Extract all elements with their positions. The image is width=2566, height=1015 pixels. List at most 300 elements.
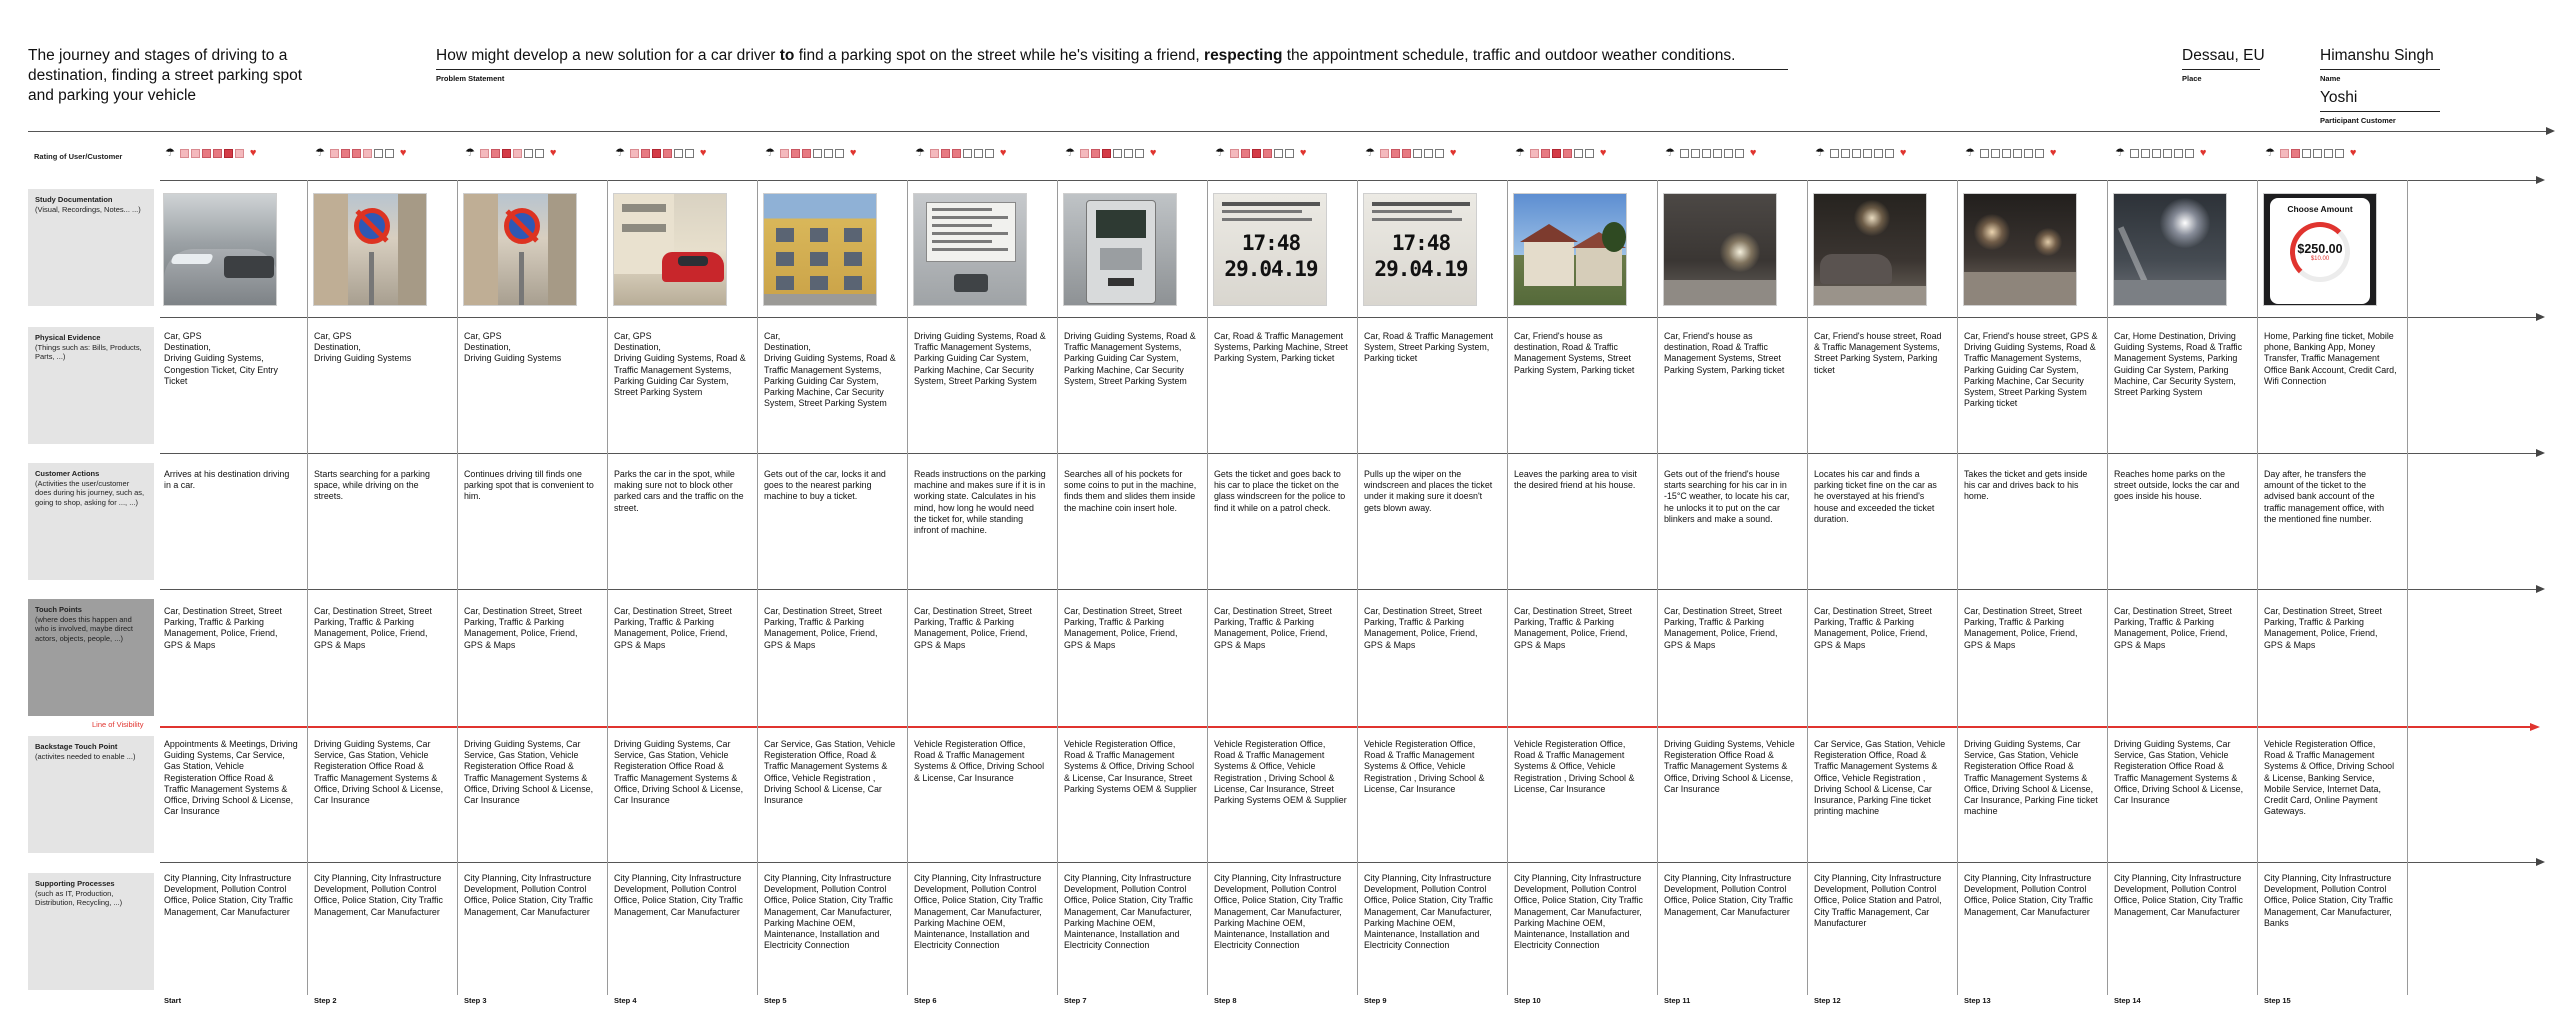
- arrow-right-icon: [2536, 176, 2545, 184]
- rating-step-12: [1815, 147, 1906, 159]
- step-label-4: Step 4: [614, 996, 637, 1005]
- rating-box-6[interactable]: [2185, 149, 2194, 158]
- rating-step-6: [915, 147, 1006, 159]
- rating-box-1[interactable]: [1680, 149, 1689, 158]
- rating-box-6[interactable]: [1885, 149, 1894, 158]
- step-label-2: Step 2: [314, 996, 337, 1005]
- rating-box-6[interactable]: [985, 149, 994, 158]
- window: [776, 276, 794, 290]
- ticket-header: [1372, 210, 1452, 213]
- window-row: [622, 224, 666, 232]
- rating-box-1[interactable]: [330, 149, 339, 158]
- rating-box-2[interactable]: [1391, 149, 1400, 158]
- touch-point-step-3: Car, Destination Street, Street Parking, Traffic & Parking Management, Police, Friend, GPS & Maps: [464, 606, 582, 650]
- rating-box-1[interactable]: [630, 149, 639, 158]
- rating-box-5[interactable]: [824, 149, 833, 158]
- rating-box-1[interactable]: [1830, 149, 1839, 158]
- rating-box-4[interactable]: [663, 149, 672, 158]
- customer-caption: Participant Customer: [2320, 116, 2396, 125]
- supporting-process-step-5: City Planning, City Infrastructure Development, Pollution Control Office, Police Station, City Traffic Management, Car Manufacturer, Parking Machine OEM, Maintenance, Installation and Electricity Connection: [764, 873, 893, 951]
- coin-slot: [954, 274, 988, 292]
- physical-evidence-step-14: Car, Home Destination, Driving Guiding Systems, Road & Traffic Management Systems, Parking Guiding Car System, Parking Machine, Car Security System, Street Parking System: [2114, 331, 2243, 398]
- heart-icon: ♥: [2049, 147, 2057, 159]
- documentation-photo-step-7: [1063, 193, 1177, 306]
- rating-box-3[interactable]: [1552, 149, 1561, 158]
- window: [776, 228, 794, 242]
- rating-box-2[interactable]: [1841, 149, 1850, 158]
- physical-evidence-step-12: Car, Friend's house street, Road & Traffic Management Systems, Street Parking System, Parking ticket: [1814, 331, 1942, 375]
- touch-point-step-5: Car, Destination Street, Street Parking, Traffic & Parking Management, Police, Friend, GPS & Maps: [764, 606, 882, 650]
- place-caption: Place: [2182, 74, 2202, 83]
- rating-step-2: [315, 147, 406, 159]
- row-label-supporting: Supporting Processes (such as IT, Production, Distribution, Recycling, ...): [28, 873, 154, 990]
- rating-box-3[interactable]: [352, 149, 361, 158]
- step-column-divider: [1057, 180, 1058, 995]
- cloud-rain-icon: ☂: [1965, 147, 1975, 159]
- snow-ground: [1814, 286, 1927, 306]
- physical-evidence-step-11: Car, Friend's house as destination, Road & Traffic Management Systems, Street Parking System, Parking ticket: [1664, 331, 1785, 375]
- ticket-time: [1374, 230, 1468, 300]
- ticket-date-value: 29.04.19: [1374, 257, 1468, 281]
- heart-icon: ♥: [699, 147, 707, 159]
- rating-box-5[interactable]: [2324, 149, 2333, 158]
- rating-box-5[interactable]: [1274, 149, 1283, 158]
- physical-evidence-step-15: Home, Parking fine ticket, Mobile phone, Banking App, Money Transfer, Traffic Management Office Bank Account, Credit Card, Wifi Connection: [2264, 331, 2397, 386]
- step-column-divider: [307, 180, 308, 995]
- house: [1524, 240, 1574, 286]
- physical-evidence-step-13: Car, Friend's house street, GPS & Driving Guiding Systems, Road & Traffic Management Systems, Parking Guiding Car System, Parking Machine, Car Security System, Street Parking System Parking ticket: [1964, 331, 2098, 409]
- rating-box-2[interactable]: [2141, 149, 2150, 158]
- rating-box-1[interactable]: [1080, 149, 1089, 158]
- touch-point-step-7: Car, Destination Street, Street Parking, Traffic & Parking Management, Police, Friend, GPS & Maps: [1064, 606, 1182, 650]
- sign-pole: [369, 252, 374, 306]
- rating-box-2[interactable]: [1091, 149, 1100, 158]
- rating-box-6[interactable]: [1435, 149, 1444, 158]
- documentation-photo-step-15: [2263, 193, 2377, 306]
- rating-box-4[interactable]: [1563, 149, 1572, 158]
- heart-icon: ♥: [549, 147, 557, 159]
- physical-evidence-step-5: Car, Destination, Driving Guiding Systems, Road & Traffic Management Systems, Parking Guiding Car System, Parking Machine, Car Security System, Street Parking System: [764, 331, 896, 409]
- rating-box-5[interactable]: [1874, 149, 1883, 158]
- ticket-date-value: 29.04.19: [1224, 257, 1318, 281]
- name-field: [2320, 46, 2440, 83]
- documentation-photo-step-5: [763, 193, 877, 306]
- rating-box-2[interactable]: [791, 149, 800, 158]
- rating-step-10: [1515, 147, 1606, 159]
- window: [810, 276, 828, 290]
- street-light-glow: [1974, 214, 2010, 250]
- step-label-11: Step 11: [1664, 996, 1691, 1005]
- physical-divider: [160, 453, 2536, 454]
- rating-box-2[interactable]: [2291, 149, 2300, 158]
- touch-point-step-8: Car, Destination Street, Street Parking, Traffic & Parking Management, Police, Friend, GPS & Maps: [1214, 606, 1332, 650]
- heart-icon: ♥: [849, 147, 857, 159]
- rating-box-3[interactable]: [802, 149, 811, 158]
- machine-screen: [1096, 210, 1146, 238]
- supporting-process-step-11: City Planning, City Infrastructure Development, Pollution Control Office, Police Station, City Traffic Management, Car Manufacturer: [1664, 873, 1793, 917]
- cloud-rain-icon: ☂: [1215, 147, 1225, 159]
- rating-box-6[interactable]: [2335, 149, 2344, 158]
- supporting-process-step-1: City Planning, City Infrastructure Development, Pollution Control Office, Police Station, City Traffic Management, Car Manufacturer: [164, 873, 293, 917]
- payment-app-screen: [2270, 198, 2370, 304]
- rating-box-2[interactable]: [1541, 149, 1550, 158]
- rating-box-6[interactable]: [385, 149, 394, 158]
- step-column-divider: [457, 180, 458, 995]
- rating-step-3: [465, 147, 556, 159]
- documentation-photo-step-3: [463, 193, 577, 306]
- row-label-physical: Physical Evidence (Things such as: Bills, Products, Parts, ...): [28, 327, 154, 444]
- tree: [1602, 222, 1626, 252]
- cloud-rain-icon: ☂: [1815, 147, 1825, 159]
- documentation-photo-step-10: [1513, 193, 1627, 306]
- customer-action-step-5: Gets out of the car, locks it and goes to the nearest parking machine to buy a ticket.: [764, 469, 886, 502]
- rating-step-15: [2265, 147, 2356, 159]
- physical-evidence-step-4: Car, GPS Destination, Driving Guiding Systems, Road & Traffic Management Systems, Parking Guiding Car System, Street Parking System: [614, 331, 746, 398]
- rating-box-1[interactable]: [930, 149, 939, 158]
- customer-action-step-3: Continues driving till finds one parking spot that is convenient to him.: [464, 469, 594, 502]
- backstage-touch-point-step-6: Vehicle Registeration Office, Road & Traffic Management Systems & Office, Driving School & License, Car Insurance: [914, 739, 1045, 783]
- heart-icon: ♥: [1749, 147, 1757, 159]
- physical-evidence-step-3: Car, GPS Destination, Driving Guiding Systems: [464, 331, 562, 364]
- rating-step-8: [1215, 147, 1306, 159]
- ticket-header: [1222, 210, 1302, 213]
- building-wall: [398, 194, 427, 306]
- arrow-right-icon: [2536, 449, 2545, 457]
- supporting-process-step-8: City Planning, City Infrastructure Development, Pollution Control Office, Police Station, City Traffic Management, Car Manufacturer, Parking Machine OEM, Maintenance, Installation and Electricity Connection: [1214, 873, 1343, 951]
- customer-action-step-10: Leaves the parking area to visit the desired friend at his house.: [1514, 469, 1637, 491]
- customer-action-step-13: Takes the ticket and gets inside his car and drives back to his home.: [1964, 469, 2088, 502]
- rating-box-5[interactable]: [1424, 149, 1433, 158]
- customer-action-step-15: Day after, he transfers the amount of the ticket to the advised bank account of the traffic management office, with the mentioned fine number.: [2264, 469, 2385, 524]
- actions-divider: [160, 589, 2536, 590]
- name-value: Himanshu Singh: [2320, 46, 2440, 70]
- place-value: Dessau, EU: [2182, 46, 2260, 70]
- rating-box-1[interactable]: [1230, 149, 1239, 158]
- machine-slot: [1108, 278, 1134, 286]
- supporting-process-step-3: City Planning, City Infrastructure Development, Pollution Control Office, Police Station, City Traffic Management, Car Manufacturer: [464, 873, 593, 917]
- building-wall: [314, 194, 348, 306]
- rating-box-6[interactable]: [835, 149, 844, 158]
- line-of-visibility: [160, 726, 2530, 728]
- cloud-rain-icon: ☂: [315, 147, 325, 159]
- instruction-line: [932, 240, 992, 243]
- documentation-photo-step-6: [913, 193, 1027, 306]
- rating-box-4[interactable]: [1263, 149, 1272, 158]
- step-column-divider: [1507, 180, 1508, 995]
- rating-box-5[interactable]: [974, 149, 983, 158]
- place-field: [2182, 46, 2265, 83]
- house: [1576, 246, 1622, 286]
- rating-box-6[interactable]: [1585, 149, 1594, 158]
- rating-box-3[interactable]: [502, 149, 511, 158]
- rating-box-3[interactable]: [202, 149, 211, 158]
- documentation-photo-step-2: [313, 193, 427, 306]
- step-column-divider: [1207, 180, 1208, 995]
- physical-evidence-step-7: Driving Guiding Systems, Road & Traffic Management Systems, Parking Guiding Car System, Parking Machine, Car Security System, Street Parking System: [1064, 331, 1196, 386]
- backstage-touch-point-step-10: Vehicle Registeration Office, Road & Traffic Management Systems & Office, Vehicle Registration , Driving School & License, Car Insurance: [1514, 739, 1635, 794]
- rating-box-1[interactable]: [780, 149, 789, 158]
- step-label-10: Step 10: [1514, 996, 1541, 1005]
- backstage-touch-point-step-1: Appointments & Meetings, Driving Guiding Systems, Car Service, Gas Station, Vehicle Registeration Office Road & Traffic Management Systems & Office, Driving School & License, Car Insurance: [164, 739, 298, 817]
- cloud-rain-icon: ☂: [765, 147, 775, 159]
- rating-box-5[interactable]: [674, 149, 683, 158]
- cloud-rain-icon: ☂: [915, 147, 925, 159]
- cloud-rain-icon: ☂: [2115, 147, 2125, 159]
- rating-box-5[interactable]: [374, 149, 383, 158]
- physical-evidence-step-1: Car, GPS Destination, Driving Guiding Systems, Congestion Ticket, City Entry Ticket: [164, 331, 278, 386]
- rating-box-4[interactable]: [213, 149, 222, 158]
- arrow-right-icon: [2536, 858, 2545, 866]
- rating-box-4[interactable]: [363, 149, 372, 158]
- rating-box-4[interactable]: [963, 149, 972, 158]
- rating-box-2[interactable]: [1691, 149, 1700, 158]
- documentation-photo-step-12: [1813, 193, 1927, 306]
- building-wall: [464, 194, 498, 306]
- touch-point-step-11: Car, Destination Street, Street Parking, Traffic & Parking Management, Police, Friend, GPS & Maps: [1664, 606, 1782, 650]
- heart-icon: ♥: [1599, 147, 1607, 159]
- rating-box-5[interactable]: [2174, 149, 2183, 158]
- supporting-process-step-4: City Planning, City Infrastructure Development, Pollution Control Office, Police Station, City Traffic Management, Car Manufacturer: [614, 873, 743, 917]
- rating-box-6[interactable]: [1735, 149, 1744, 158]
- touch-point-step-15: Car, Destination Street, Street Parking, Traffic & Parking Management, Police, Friend, GPS & Maps: [2264, 606, 2382, 650]
- customer-value: Yoshi: [2320, 88, 2440, 112]
- rating-box-6[interactable]: [1285, 149, 1294, 158]
- rating-box-6[interactable]: [1135, 149, 1144, 158]
- problem-statement: [436, 46, 1788, 83]
- step-label-12: Step 12: [1814, 996, 1841, 1005]
- rating-box-1[interactable]: [180, 149, 189, 158]
- supporting-process-step-2: City Planning, City Infrastructure Development, Pollution Control Office, Police Station, City Traffic Management, Car Manufacturer: [314, 873, 443, 917]
- rating-box-3[interactable]: [652, 149, 661, 158]
- step-column-divider: [2257, 180, 2258, 995]
- rating-box-3[interactable]: [1702, 149, 1711, 158]
- backstage-touch-point-step-2: Driving Guiding Systems, Car Service, Gas Station, Vehicle Registeration Office Road & Traffic Management Systems & Office, Driving School & License, Car Insurance: [314, 739, 444, 806]
- rating-box-2[interactable]: [491, 149, 500, 158]
- rating-step-11: [1665, 147, 1756, 159]
- step-column-divider: [607, 180, 608, 995]
- step-column-divider: [1807, 180, 1808, 995]
- rating-box-5[interactable]: [224, 149, 233, 158]
- cloud-rain-icon: ☂: [165, 147, 175, 159]
- sign-pole: [519, 252, 524, 306]
- rating-box-3[interactable]: [2302, 149, 2311, 158]
- customer-action-step-12: Locates his car and finds a parking ticket fine on the car as he overstayed at his friend's house and exceeded the ticket duration.: [1814, 469, 1937, 524]
- backstage-touch-point-step-15: Vehicle Registeration Office, Road & Traffic Management Systems & Office, Driving School & License, Banking Service, Mobile Service, Internet Data, Credit Card, Online Payment Gateways.: [2264, 739, 2395, 817]
- row-label-touch: Touch Points (where does this happen and who is involved, maybe direct actors, objects, people, ...): [28, 599, 154, 716]
- rating-box-5[interactable]: [524, 149, 533, 158]
- step-label-3: Step 3: [464, 996, 487, 1005]
- rating-box-4[interactable]: [1413, 149, 1422, 158]
- customer-action-step-6: Reads instructions on the parking machine and makes sure if it is in working state. Calculates in his mind, how long he would need the ticket for, while standing infront of machine.: [914, 469, 1046, 536]
- supporting-process-step-7: City Planning, City Infrastructure Development, Pollution Control Office, Police Station, City Traffic Management, Car Manufacturer, Parking Machine OEM, Maintenance, Installation and Electricity Connection: [1064, 873, 1193, 951]
- rating-box-2[interactable]: [941, 149, 950, 158]
- rating-box-3[interactable]: [1402, 149, 1411, 158]
- step-label-5: Step 5: [764, 996, 787, 1005]
- physical-evidence-step-9: Car, Road & Traffic Management System, Street Parking System, Parking ticket: [1364, 331, 1494, 364]
- problem-statement-text: How might develop a new solution for a car driver to find a parking spot on the street while he's visiting a friend, respecting the appointment schedule, traffic and outdoor weather conditions.: [436, 46, 1788, 70]
- documentation-divider: [160, 317, 2536, 318]
- step-label-13: Step 13: [1964, 996, 1991, 1005]
- heart-icon: ♥: [249, 147, 257, 159]
- ticket-header: [1222, 218, 1312, 221]
- rating-box-2[interactable]: [191, 149, 200, 158]
- payment-app-title: Choose Amount: [2287, 204, 2353, 214]
- rating-box-5[interactable]: [2024, 149, 2033, 158]
- step-column-divider: [2107, 180, 2108, 995]
- rating-box-4[interactable]: [2313, 149, 2322, 158]
- instruction-line: [932, 248, 1008, 251]
- row-label-documentation: Study Documentation (Visual, Recordings, Notes... ...): [28, 189, 154, 306]
- window: [844, 252, 862, 266]
- customer-action-step-1: Arrives at his destination driving in a car.: [164, 469, 290, 491]
- ticket-header: [1372, 202, 1470, 206]
- car-headlight: [170, 254, 214, 264]
- rating-divider: [160, 180, 2536, 181]
- lamp-glow: [2160, 198, 2210, 248]
- step-column-divider: [1957, 180, 1958, 995]
- backstage-touch-point-step-12: Car Service, Gas Station, Vehicle Registeration Office, Road & Traffic Management Systems & Office, Vehicle Registration , Driving School & License, Car Insurance, Parking Fine ticket printing machine: [1814, 739, 1946, 817]
- rating-box-4[interactable]: [1863, 149, 1872, 158]
- arrow-right-icon: [2530, 723, 2540, 731]
- rating-box-4[interactable]: [2163, 149, 2172, 158]
- rating-box-1[interactable]: [1380, 149, 1389, 158]
- arrow-right-icon: [2536, 313, 2545, 321]
- backstage-touch-point-step-4: Driving Guiding Systems, Car Service, Gas Station, Vehicle Registeration Office Road & Traffic Management Systems & Office, Driving School & License, Car Insurance: [614, 739, 744, 806]
- customer-action-step-2: Starts searching for a parking space, while driving on the streets.: [314, 469, 430, 502]
- rating-box-4[interactable]: [813, 149, 822, 158]
- rating-box-5[interactable]: [1124, 149, 1133, 158]
- problem-statement-caption: Problem Statement: [436, 74, 505, 83]
- touch-point-step-12: Car, Destination Street, Street Parking, Traffic & Parking Management, Police, Friend, GPS & Maps: [1814, 606, 1932, 650]
- documentation-photo-step-8: [1213, 193, 1327, 306]
- instruction-line: [932, 224, 992, 227]
- rating-box-3[interactable]: [1852, 149, 1861, 158]
- backstage-touch-point-step-3: Driving Guiding Systems, Car Service, Gas Station, Vehicle Registeration Office Road & Traffic Management Systems & Office, Driving School & License, Car Insurance: [464, 739, 594, 806]
- documentation-photo-step-13: [1963, 193, 2077, 306]
- rating-step-4: [615, 147, 706, 159]
- physical-evidence-step-2: Car, GPS Destination, Driving Guiding Systems: [314, 331, 412, 364]
- rating-box-2[interactable]: [1241, 149, 1250, 158]
- rating-box-6[interactable]: [2035, 149, 2044, 158]
- rating-step-14: [2115, 147, 2206, 159]
- touch-point-step-1: Car, Destination Street, Street Parking, Traffic & Parking Management, Police, Friend, GPS & Maps: [164, 606, 282, 650]
- step-label-1: Start: [164, 996, 182, 1005]
- ticket-header: [1222, 202, 1320, 206]
- rating-box-6[interactable]: [235, 149, 244, 158]
- rating-box-1[interactable]: [480, 149, 489, 158]
- rating-box-4[interactable]: [1113, 149, 1122, 158]
- rating-box-2[interactable]: [641, 149, 650, 158]
- ticket-time-value: 17:48: [1241, 231, 1301, 255]
- rating-box-4[interactable]: [513, 149, 522, 158]
- touch-point-step-10: Car, Destination Street, Street Parking, Traffic & Parking Management, Police, Friend, GPS & Maps: [1514, 606, 1632, 650]
- heart-icon: ♥: [2349, 147, 2357, 159]
- documentation-photo-step-9: [1363, 193, 1477, 306]
- rating-box-6[interactable]: [685, 149, 694, 158]
- rating-box-1[interactable]: [1980, 149, 1989, 158]
- line-of-visibility-label: Line of Visibility: [92, 720, 144, 729]
- heart-icon: ♥: [1899, 147, 1907, 159]
- window: [810, 252, 828, 266]
- heart-icon: ♥: [1449, 147, 1457, 159]
- rating-box-1[interactable]: [1530, 149, 1539, 158]
- street-light-glow: [2034, 228, 2062, 256]
- rating-step-7: [1065, 147, 1156, 159]
- instruction-line: [932, 208, 992, 211]
- rating-box-3[interactable]: [1102, 149, 1111, 158]
- backstage-touch-point-step-9: Vehicle Registeration Office, Road & Traffic Management Systems & Office, Vehicle Registration , Driving School & License, Car Insurance: [1364, 739, 1485, 794]
- touch-point-step-13: Car, Destination Street, Street Parking, Traffic & Parking Management, Police, Friend, GPS & Maps: [1964, 606, 2082, 650]
- rating-step-9: [1365, 147, 1456, 159]
- rating-step-5: [765, 147, 856, 159]
- touch-point-step-2: Car, Destination Street, Street Parking, Traffic & Parking Management, Police, Friend, GPS & Maps: [314, 606, 432, 650]
- rating-box-2[interactable]: [341, 149, 350, 158]
- documentation-photo-step-11: [1663, 193, 1777, 306]
- rating-box-4[interactable]: [2013, 149, 2022, 158]
- step-label-8: Step 8: [1214, 996, 1237, 1005]
- rating-box-4[interactable]: [1713, 149, 1722, 158]
- no-parking-sign-icon: [504, 208, 540, 244]
- customer-action-step-7: Searches all of his pockets for some coins to put in the machine, finds them and slides them inside the machine coin insert hole.: [1064, 469, 1197, 513]
- cloud-rain-icon: ☂: [465, 147, 475, 159]
- supporting-process-step-13: City Planning, City Infrastructure Development, Pollution Control Office, Police Station, City Traffic Management, Car Manufacturer: [1964, 873, 2093, 917]
- window-row: [622, 204, 666, 212]
- rating-box-5[interactable]: [1724, 149, 1733, 158]
- supporting-process-step-14: City Planning, City Infrastructure Development, Pollution Control Office, Police Station, City Traffic Management, Car Manufacturer: [2114, 873, 2243, 917]
- rating-box-3[interactable]: [1252, 149, 1261, 158]
- documentation-photo-step-4: [613, 193, 727, 306]
- backstage-touch-point-step-14: Driving Guiding Systems, Car Service, Gas Station, Vehicle Registeration Office Road & Traffic Management Systems & Office, Driving School & License, Car Insurance: [2114, 739, 2244, 806]
- rating-box-3[interactable]: [2002, 149, 2011, 158]
- rating-box-1[interactable]: [2280, 149, 2289, 158]
- window: [844, 228, 862, 242]
- machine-keypad: [1100, 248, 1142, 270]
- touch-point-step-9: Car, Destination Street, Street Parking, Traffic & Parking Management, Police, Friend, GPS & Maps: [1364, 606, 1482, 650]
- step-column-divider: [1657, 180, 1658, 995]
- heart-icon: ♥: [399, 147, 407, 159]
- physical-evidence-step-8: Car, Road & Traffic Management Systems, Parking Machine, Street Parking System, Parking ticket: [1214, 331, 1348, 364]
- step-column-divider: [1357, 180, 1358, 995]
- rating-box-3[interactable]: [952, 149, 961, 158]
- backstage-touch-point-step-7: Vehicle Registeration Office, Road & Traffic Management Systems & Office, Driving School & License, Car Insurance, Street Parking Systems OEM & Supplier: [1064, 739, 1197, 794]
- backstage-touch-point-step-8: Vehicle Registeration Office, Road & Traffic Management Systems & Office, Vehicle Registration , Driving School & License, Car Insurance, Street Parking Systems OEM & Supplier: [1214, 739, 1347, 806]
- physical-evidence-step-6: Driving Guiding Systems, Road & Traffic Management Systems, Parking Guiding Car System, Parking Machine, Car Security System, Street Parking System: [914, 331, 1046, 386]
- arrow-right-icon: [2536, 585, 2545, 593]
- rating-box-6[interactable]: [535, 149, 544, 158]
- supporting-process-step-15: City Planning, City Infrastructure Development, Pollution Control Office, Police Station, City Traffic Management, Car Manufacturer, Banks: [2264, 873, 2393, 928]
- rating-box-3[interactable]: [2152, 149, 2161, 158]
- car-window: [678, 256, 708, 266]
- instruction-line: [932, 232, 1008, 235]
- rating-box-1[interactable]: [2130, 149, 2139, 158]
- customer-action-step-8: Gets the ticket and goes back to his car to place the ticket on the glass windscreen for the police to find it while on a patrol check.: [1214, 469, 1346, 513]
- ticket-time-value: 17:48: [1391, 231, 1451, 255]
- cloud-rain-icon: ☂: [1665, 147, 1675, 159]
- building-wall: [548, 194, 577, 306]
- step-label-6: Step 6: [914, 996, 937, 1005]
- supporting-process-step-12: City Planning, City Infrastructure Development, Pollution Control Office, Police Station and Patrol, City Traffic Management, Car Manufacturer: [1814, 873, 1942, 928]
- heart-icon: ♥: [1299, 147, 1307, 159]
- documentation-photo-step-14: [2113, 193, 2227, 306]
- step-label-14: Step 14: [2114, 996, 2141, 1005]
- rating-box-5[interactable]: [1574, 149, 1583, 158]
- customer-field: [2320, 88, 2440, 125]
- heart-icon: ♥: [1149, 147, 1157, 159]
- customer-action-step-14: Reaches home parks on the street outside, locks the car and goes inside his house.: [2114, 469, 2240, 502]
- row-label-rating: Rating of User/Customer: [34, 152, 123, 161]
- rating-box-2[interactable]: [1991, 149, 2000, 158]
- arrow-right-icon: [2546, 127, 2555, 135]
